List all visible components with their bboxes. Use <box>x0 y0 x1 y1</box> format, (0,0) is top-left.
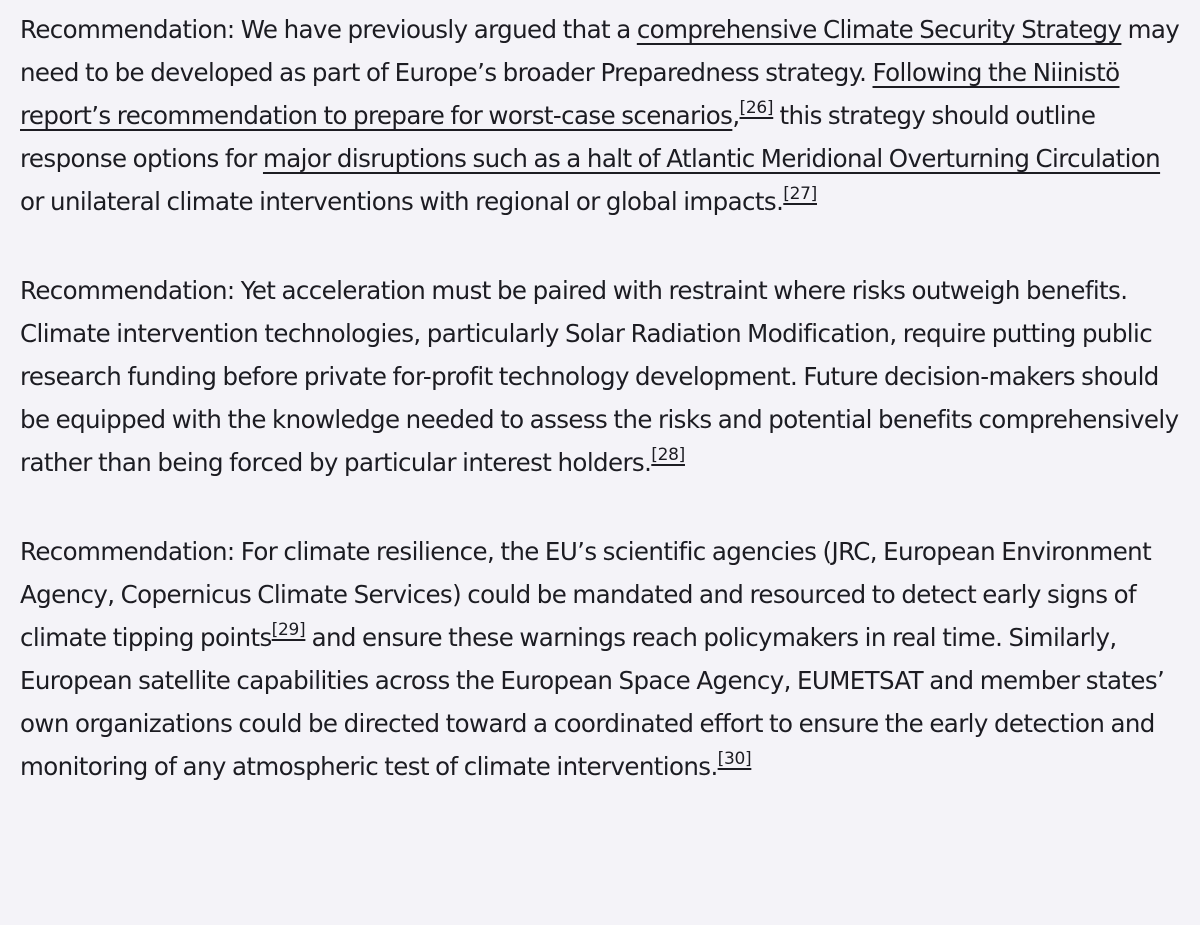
footnote-ref-29 <box>272 620 306 640</box>
footnote-ref-26 <box>740 98 774 118</box>
climate-security-strategy-link[interactable]: comprehensive Climate Security Strategy <box>636 15 1122 44</box>
niinisto-report-link[interactable]: Following the Niinistö report’s recommendation to prepare for worst-case scenarios <box>20 58 1120 130</box>
paragraph-text: Recommendation: For climate resilience, the EU’s scientific agencies (JRC, European Environment Agency, Copernicus Climate Services) could be mandated and resourced to detect early signs of climate tipping points <box>20 537 1152 652</box>
footnote-ref-30 <box>718 749 752 769</box>
paragraph-text: this strategy should outline response options for <box>20 101 1096 173</box>
amoc-disruptions-link[interactable]: major disruptions such as a halt of Atlantic Meridional Overturning Circulation <box>262 144 1161 173</box>
footnote-ref-28 <box>651 445 685 465</box>
recommendation-paragraph-2 <box>20 269 1180 484</box>
footnote-link-29[interactable]: [29] <box>271 619 306 640</box>
footnote-link-30[interactable]: [30] <box>717 748 752 769</box>
recommendation-paragraph-3 <box>20 530 1180 788</box>
footnote-link-26[interactable]: [26] <box>739 97 774 118</box>
paragraph-text: Recommendation: We have previously argued that a <box>20 15 637 44</box>
footnote-link-27[interactable]: [27] <box>783 183 817 204</box>
paragraph-text: or unilateral climate interventions with regional or global impacts. <box>20 187 784 216</box>
paragraph-text: may need to be developed as part of Europe’s broader Preparedness strategy. <box>20 15 1180 87</box>
paragraph-text: Recommendation: Yet acceleration must be paired with restraint where risks outweigh benefits. Climate intervention technologies, particularly Solar Radiation Modification, require putting public research funding before private for-profit technology development. Future decision-makers should be equipped with the knowledge needed to assess the risks and potential benefits comprehensively rather than being forced by particular interest holders. <box>20 276 1179 477</box>
recommendation-paragraph-1 <box>20 8 1180 223</box>
footnote-ref-27 <box>783 184 817 204</box>
footnote-link-28[interactable]: [28] <box>651 444 685 465</box>
paragraph-text: and ensure these warnings reach policymakers in real time. Similarly, European satellite capabilities across the European Space Agency, EUMETSAT and member states’ own organizations could be directed toward a coordinated effort to ensure the early detection and monitoring of any atmospheric test of climate interventions. <box>20 623 1165 781</box>
paragraph-text: , <box>732 101 740 130</box>
